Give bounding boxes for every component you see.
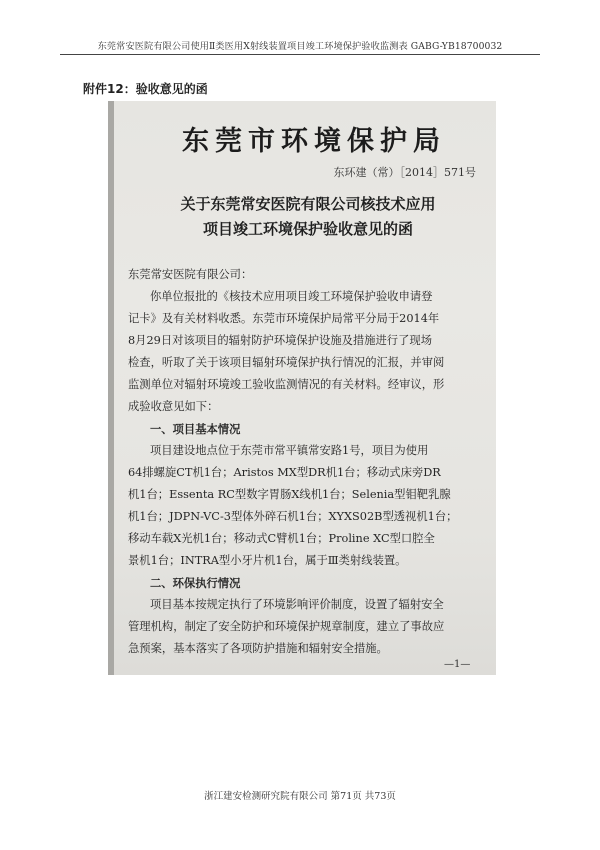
letter-line: 监测单位对辐射环境竣工验收监测情况的有关材料。经审议，形 bbox=[128, 378, 445, 391]
scan-page-number: —1— bbox=[444, 659, 471, 670]
attachment-title: 附件12：验收意见的函 bbox=[83, 82, 208, 96]
letter-line: 东莞常安医院有限公司： bbox=[128, 268, 253, 281]
letter-line: 机1台；JDPN-VC-3型体外碎石机1台；XYXS02B型透视机1台； bbox=[128, 510, 458, 523]
document-number: 东环建（常）［2014］571号 bbox=[333, 166, 476, 179]
letter-line: 机1台；Essenta RC型数字胃肠X线机1台；Selenia型钼靶乳腺 bbox=[128, 488, 451, 501]
letter-title-line-2: 项目竣工环境保护验收意见的函 bbox=[202, 220, 413, 238]
letter-line: 管理机构，制定了安全防护和环境保护规章制度，建立了事故应 bbox=[128, 620, 445, 633]
letter-line: 急预案，基本落实了各项防护措施和辐射安全措施。 bbox=[128, 642, 388, 655]
scan-sheet bbox=[114, 101, 496, 675]
agency-letterhead: 东莞市环境保护局 bbox=[182, 126, 446, 157]
letter-line: 成验收意见如下： bbox=[128, 400, 219, 413]
letter-line: 景机1台；INTRA型小牙片机1台，属于Ⅲ类射线装置。 bbox=[128, 554, 407, 567]
page-footer: 浙江建安检测研究院有限公司 第71页 共73页 bbox=[204, 791, 396, 802]
letter-line: 项目基本按规定执行了环境影响评价制度，设置了辐射安全 bbox=[150, 598, 444, 611]
letter-line: 记卡》及有关材料收悉。东莞市环境保护局常平分局于2014年 bbox=[128, 312, 440, 325]
letter-title-line-1: 关于东莞常安医院有限公司核技术应用 bbox=[180, 195, 436, 213]
letter-line: 你单位报批的《核技术应用项目竣工环境保护验收申请登 bbox=[150, 290, 433, 303]
section-heading: 二、环保执行情况 bbox=[150, 576, 241, 590]
header-text: 东莞常安医院有限公司使用Ⅱ类医用X射线装置项目竣工环境保护验收监测表 GABG-YB18700032 bbox=[97, 41, 503, 52]
letter-line: 移动车载X光机1台；移动式C臂机1台；Proline XC型口腔全 bbox=[128, 532, 435, 545]
letter-body bbox=[128, 264, 490, 660]
letter-line: 8月29日对该项目的辐射防护环境保护设施及措施进行了现场 bbox=[128, 334, 432, 347]
letter-line: 项目建设地点位于东莞市常平镇常安路1号，项目为使用 bbox=[150, 444, 429, 457]
letter-line: 检查，听取了关于该项目辐射环境保护执行情况的汇报，并审阅 bbox=[128, 356, 445, 369]
letter-line: 64排螺旋CT机1台；Aristos MX型DR机1台；移动式床旁DR bbox=[128, 466, 441, 479]
scanned-letter-image bbox=[108, 101, 496, 675]
section-heading: 一、项目基本情况 bbox=[150, 422, 241, 436]
header-rule bbox=[60, 54, 540, 55]
